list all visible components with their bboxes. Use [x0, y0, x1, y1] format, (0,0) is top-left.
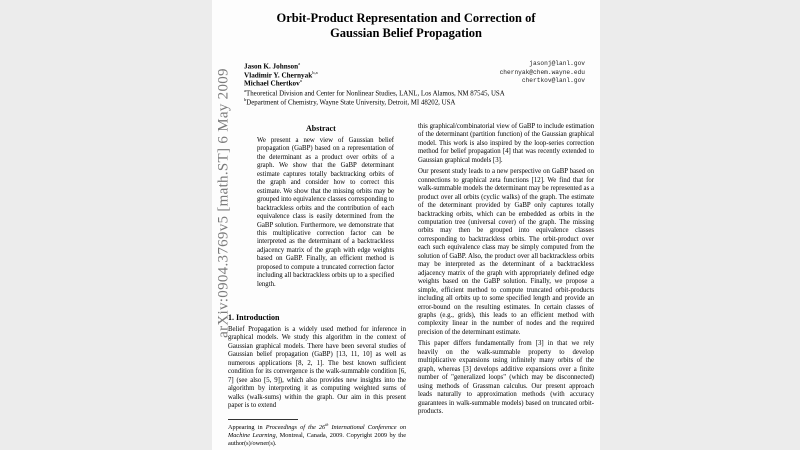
- footnote: Appearing in Proceedings of the 26th International Conference on Machine Learning, Montreal, Canada, 2009. Copyright 2009 by the author(s)/owner(s).: [228, 422, 406, 447]
- arxiv-stamp: arXiv:0904.3769v5 [math.ST] 6 May 2009: [215, 68, 232, 338]
- author-2: Vladimir Y. Chernyak$^{b,a}$: [244, 69, 318, 79]
- right-paragraph-3: This paper differs fundamentally from [3] in that we rely heavily on the walk-summable property to develop multiplicative expansions using infinitely many orbits of the graph, whereas [3] develops additive expansions over a finite number of "generalized loops" (which may be disconnected) using methods of Grassman calculus. Our present approach leads naturally to approximation methods (with accuracy guarantees in walk-summable models) based on truncated orbit-products.: [418, 340, 594, 415]
- paper-title: [212, 11, 600, 41]
- right-paragraph-2: Our present study leads to a new perspective on GaBP based on connections to graphical zeta functions [12]. We find that for walk-summable models the determinant may be represented as a product over all orbits (cyclic walks) of the graph. The estimate of the determinant provided by GaBP only captures totally backtracking orbits, which can be embedded as orbits in the computation tree (universal cover) of the graph. The missing orbits may then be grouped into equivalence classes corresponding to backtrackless orbits. The orbit-product over each such equivalence class may be simply computed from the solution of GaBP. Also, the product over all backtrackless orbits may be interpreted as the determinant of a backtrackless adjacency matrix of the graph with appropriately defined edge weights based on the GaBP solution. Finally, we propose a simple, efficient method to compute truncated orbit-products including all orbits up to some specified length and provide an error-bound on the resulting estimates. In certain classes of graphs (e.g., grids), this leads to an efficient method with complexity linear in the number of nodes and the required precision of the determinant estimate.: [418, 168, 594, 336]
- intro-body: Belief Propagation is a widely used method for inference in graphical models. We study this algorithm in the context of Gaussian graphical models. There have been several studies of Gaussian belief propagation (GaBP) [13, 11, 10] as well as numerous applications [8, 2, 1]. The best known sufficient condition for its convergence is the walk-summable condition [6, 7] (see also [5, 9]), which also provides new insights into the algorithm by interpreting it as computing weighted sums of walks (walk-sums) within the graph. Our aim in this present paper is to extend: [228, 326, 406, 410]
- author-1-email: jasonj@lanl.gov: [529, 60, 585, 67]
- affiliation-b: $^b$Department of Chemistry, Wayne State University, Detroit, MI 48202, USA: [244, 96, 456, 106]
- right-paragraph-1: this graphical/combinatorial view of GaBP to include estimation of the determinant (partition function) of the Gaussian graphical model. This work is also inspired by the loop-series correction method for belief propagation [4] that was recently extended to Gaussian graphical models [3].: [418, 123, 594, 164]
- intro-heading: 1. Introduction: [228, 313, 280, 322]
- abstract-heading: Abstract: [306, 124, 336, 133]
- footnote-rule: [228, 419, 298, 420]
- right-margin: [600, 0, 800, 450]
- right-column: [418, 123, 594, 419]
- abstract-body: We present a new view of Gaussian belief propagation (GaBP) based on a representation of the determinant as a product over orbits of a graph. We show that the GaBP determinant estimate captures totally backtracking orbits of the graph and consider how to correct this estimate. We show that the missing orbits may be grouped into equivalence classes corresponding to backtrackless orbits and the contribution of each equivalence class is easily determined from the GaBP solution. Furthermore, we demonstrate that this multiplicative correction factor can be interpreted as the determinant of a backtrackless adjacency matrix of the graph with edge weights based on GaBP. Finally, an efficient method is proposed to compute a truncated correction factor including all backtrackless orbits up to a specified length.: [257, 137, 394, 288]
- affiliation-a: $^a$Theoretical Division and Center for Nonlinear Studies, LANL, Los Alamos, NM 87545, USA: [244, 88, 505, 98]
- title-line-2: Gaussian Belief Propagation: [330, 26, 482, 40]
- author-1: Jason K. Johnson$^a$: [244, 61, 301, 71]
- author-3: Michael Chertkov$^a$: [244, 78, 302, 88]
- title-line-1: Orbit-Product Representation and Correction of: [276, 11, 536, 25]
- author-2-email: chernyak@chem.wayne.edu: [499, 68, 585, 76]
- left-margin: [0, 0, 212, 450]
- author-3-email: chertkov@lanl.gov: [521, 77, 585, 84]
